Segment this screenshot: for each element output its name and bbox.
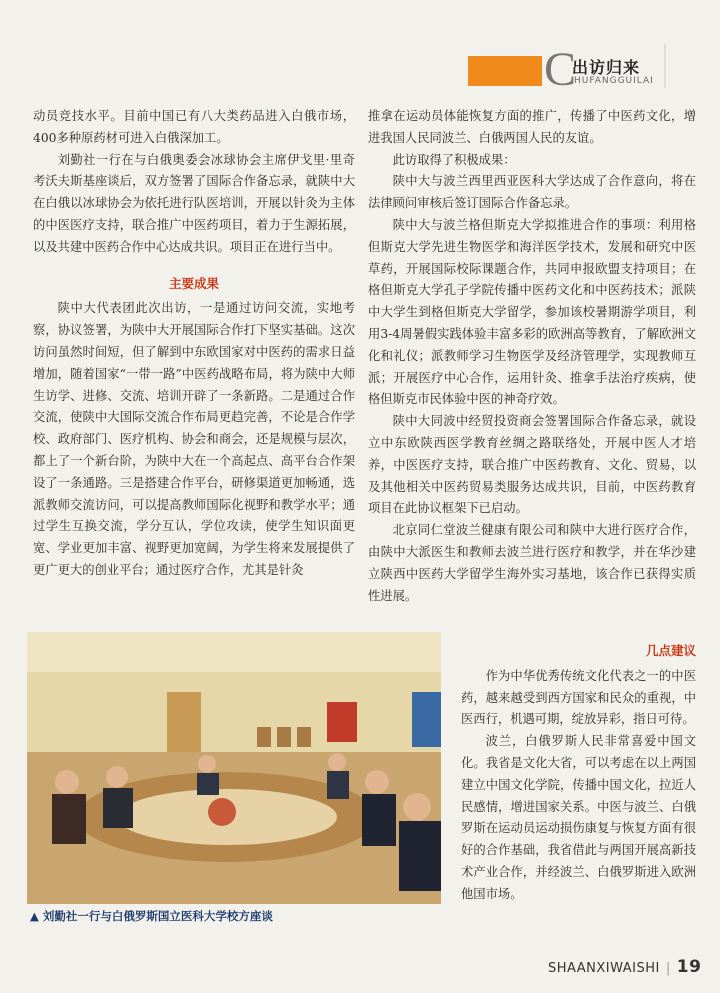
right-column	[368, 106, 696, 607]
paragraph: 作为中华优秀传统文化代表之一的中医药，越来越受到西方国家和民众的重视，中医西行，机遇可期，绽放异彩，指日可待。	[461, 668, 696, 727]
meeting-photo	[27, 632, 441, 904]
magazine-name: SHAANXIWAISHI	[548, 961, 660, 976]
page-footer: SHAANXIWAISHI | 19	[548, 957, 702, 977]
paragraph: 陕中大与波兰西里西亚医科大学达成了合作意向，将在法律顾问审核后签订国际合作备忘录。	[368, 174, 696, 211]
header-divider	[664, 44, 666, 88]
section-subtitle: HUFANGGUILAI	[574, 76, 654, 86]
paragraph: 陕中大代表团此次出访，一是通过访问交流，实地考察，协议签署，为陕中大开展国际合作打下坚实基础。这次访问虽然时间短，但了解到中东欧国家对中医药的需求日益增加，随着国家“一带一路”中医药战略布局，将为陕中大师生访学、进修、交流、培训开辟了一条新路。二是通过合作交流，使陕中大国际交流合作布局更趋完善，不论是合作学校、政府部门、医疗机构、协会和商会，还是规模与层次，都上了一个新台阶，为陕中大在一个高起点、高平台合作架设了一条通路。三是搭建合作平台，研修渠道更加畅通，选派教师交流访问，可以提高教师国际化视野和教学水平；通过学生互换交流，学分互认，学位攻读，使学生知识面更宽、学业更加丰富、视野更加宽阔，为学生将来发展提供了更广更大的创业平台；通过医疗合作，尤其是针灸	[33, 301, 355, 577]
paragraph: 刘勤社一行在与白俄奥委会冰球协会主席伊戈里·里奇考沃夫斯基座谈后，双方签署了国际合作备忘录，就陕中大在白俄以冰球协会为依托进行队医培训，开展以针灸为主体的中医医疗支持，联合推广中医药项目，着力于生源拓展，以及共建中医药合作中心达成共识。项目正在进行当中。	[33, 152, 355, 254]
left-column	[33, 106, 355, 582]
meeting-photo-illustration	[27, 632, 441, 904]
section-heading-results: 主要成果	[168, 275, 219, 291]
header-orange-bar	[468, 56, 542, 86]
paragraph: 推拿在运动员体能恢复方面的推广，传播了中医药文化，增进我国人民同波兰、白俄两国人民的友谊。	[368, 109, 696, 145]
paragraph: 此访取得了积极成果：	[392, 152, 516, 167]
header-letter: C	[544, 43, 577, 96]
paragraph: 北京同仁堂波兰健康有限公司和陕中大进行医疗合作，由陕中大派医生和教师去波兰进行医疗和教学，并在华沙建立陕西中医药大学留学生海外实习基地，该合作已获得实质性进展。	[368, 523, 696, 603]
suggestions-column	[461, 640, 696, 906]
paragraph: 陕中大同波中经贸投资商会签署国际合作备忘录，就设立中东欧陕西医学教育丝绸之路联络处，开展中医人才培养，中医医疗支持，联合推广中医药教育、文化、贸易，以及其他相关中医药贸易类服务达成共识，目前，中医药教育项目在此协议框架下已启动。	[368, 414, 696, 516]
page-number: 19	[676, 957, 702, 977]
section-heading-suggestions: 几点建议	[645, 643, 696, 658]
section-title: 出访归来	[572, 58, 641, 77]
photo-caption: ▲ 刘勤社一行与白俄罗斯国立医科大学校方座谈	[30, 909, 273, 923]
paragraph: 波兰，白俄罗斯人民非常喜爱中国文化。我省是文化大省，可以考虑在以上两国建立中国文化学院，传播中国文化，拉近人民感情，增进国家关系。中医与波兰、白俄罗斯在运动员运动损伤康复与恢复方面有很好的合作基础，我省借此与两国开展高新技术产业合作，并经波兰、白俄罗斯进入欧洲他国市场。	[461, 734, 696, 901]
paragraph: 陕中大与波兰格但斯克大学拟推进合作的事项：利用格但斯克大学先进生物医学和海洋医学技术，发展和研究中医草药，开展国际校际课题合作，共同申报欧盟支持项目；在格但斯克大学孔子学院传播中医药文化和中医药技术；派陕中大学生到格但斯克大学留学，参加该校暑期游学项目，利用3-4周暑假实践体验丰富多彩的欧洲高等教育，了解欧洲文化和礼仪；派教师学习生物医学及经济管理学，实现教师互派；开展医疗中心合作，运用针灸、推拿手法治疗疾病，使格但斯克市民体验中医的神奇疗效。	[368, 217, 696, 407]
paragraph: 动员竞技水平。目前中国已有八大类药品进入白俄市场，400多种原药材可进入白俄深加工。	[33, 109, 355, 145]
